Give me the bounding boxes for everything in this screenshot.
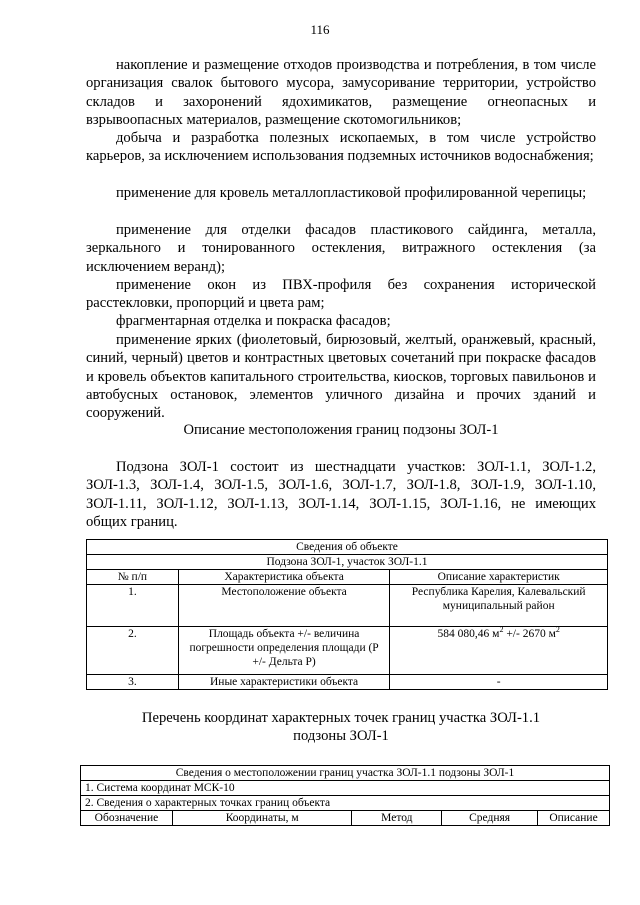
list-item: добыча и разработка полезных ископаемых, в том числе устройство карьеров, за исключением использования подземных источников водоснабжения; [86, 130, 596, 165]
row-number: 1. [87, 585, 179, 627]
area-unit-exponent: 2 [499, 625, 504, 635]
object-table-subtitle: Подзона ЗОЛ-1, участок ЗОЛ-1.1 [87, 555, 608, 570]
row-number: 3. [87, 675, 179, 690]
column-header-description: Описание [538, 811, 610, 826]
area-error-exponent: 2 [555, 625, 560, 635]
row-description: Республика Карелия, Калевальский муниципальный район [390, 585, 608, 627]
coords-heading-subzone: подзоны ЗОЛ-1 [293, 728, 389, 744]
row-description [390, 627, 608, 675]
coordinate-system-row: 1. Система координат МСК-10 [81, 781, 610, 796]
table-row [87, 585, 608, 627]
list-item: применение для кровель металлопластиковой профилированной черепицы; [116, 185, 587, 201]
column-header-method: Метод [352, 811, 442, 826]
list-item: применение ярких (фиолетовый, бирюзовый, желтый, оранжевый, красный, синий, черный) цветов и контрастных цветовых сочетаний при покраске фасадов и кровель объектов капитального строительства, киосков, торговых павильонов и автобусных остановок, элементов уличного дизайна и прочих зданий и сооружений. [86, 332, 596, 422]
object-table-title: Сведения об объекте [87, 540, 608, 555]
table-row [87, 627, 608, 675]
column-header-designation: Обозначение [81, 811, 173, 826]
row-characteristic: Иные характеристики объекта [178, 675, 390, 690]
table-row [87, 675, 608, 690]
column-header-average: Средняя [442, 811, 538, 826]
list-item: накопление и размещение отходов производства и потребления, в том числе организация свалок бытового мусора, замусоривание территории, устройство складов и захоронений ядохимикатов, размещение огнеопасных и взрывоопасных материалов, размещение скотомогильников; [86, 57, 596, 128]
boundary-table-title: Сведения о местоположении границ участка ЗОЛ-1.1 подзоны ЗОЛ-1 [81, 766, 610, 781]
coords-heading: Перечень координат характерных точек границ участка ЗОЛ-1.1 [141, 710, 541, 726]
row-number: 2. [87, 627, 179, 675]
area-value: 584 080,46 м [437, 628, 500, 640]
row-characteristic: Площадь объекта +/- величина погрешности определения площади (Р +/- Дельта Р) [178, 627, 390, 675]
page-number: 116 [310, 22, 330, 37]
column-header-description: Описание характеристик [390, 570, 608, 585]
row-characteristic: Местоположение объекта [178, 585, 390, 627]
area-error: +/- 2670 м [503, 628, 556, 640]
boundary-table [80, 765, 610, 826]
object-table [86, 539, 608, 690]
list-item: применение для отделки фасадов пластикового сайдинга, металла, зеркального и тонированного остекления, витражного остекления (за исключением веранд); [86, 222, 596, 275]
characteristic-points-row: 2. Сведения о характерных точках границ объекта [81, 796, 610, 811]
intro-paragraph: Подзона ЗОЛ-1 состоит из шестнадцати участков: ЗОЛ-1.1, ЗОЛ-1.2, ЗОЛ-1.3, ЗОЛ-1.4, ЗОЛ-1.5, ЗОЛ-1.6, ЗОЛ-1.7, ЗОЛ-1.8, ЗОЛ-1.9, ЗОЛ-1.10, ЗОЛ-1.11, ЗОЛ-1.12, ЗОЛ-1.13, ЗОЛ-1.14, ЗОЛ-1.15, ЗОЛ-1.16, не имеющих общих границ. [86, 459, 596, 530]
column-header-characteristic: Характеристика объекта [178, 570, 390, 585]
row-description: - [390, 675, 608, 690]
list-item: применение окон из ПВХ-профиля без сохранения исторической расстекловки, пропорций и цвета рам; [86, 277, 596, 312]
list-item: фрагментарная отделка и покраска фасадов; [116, 313, 391, 329]
column-header-coordinates: Координаты, м [172, 811, 352, 826]
section-heading: Описание местоположения границ подзоны ЗОЛ-1 [183, 422, 499, 438]
column-header-number: № п/п [87, 570, 179, 585]
